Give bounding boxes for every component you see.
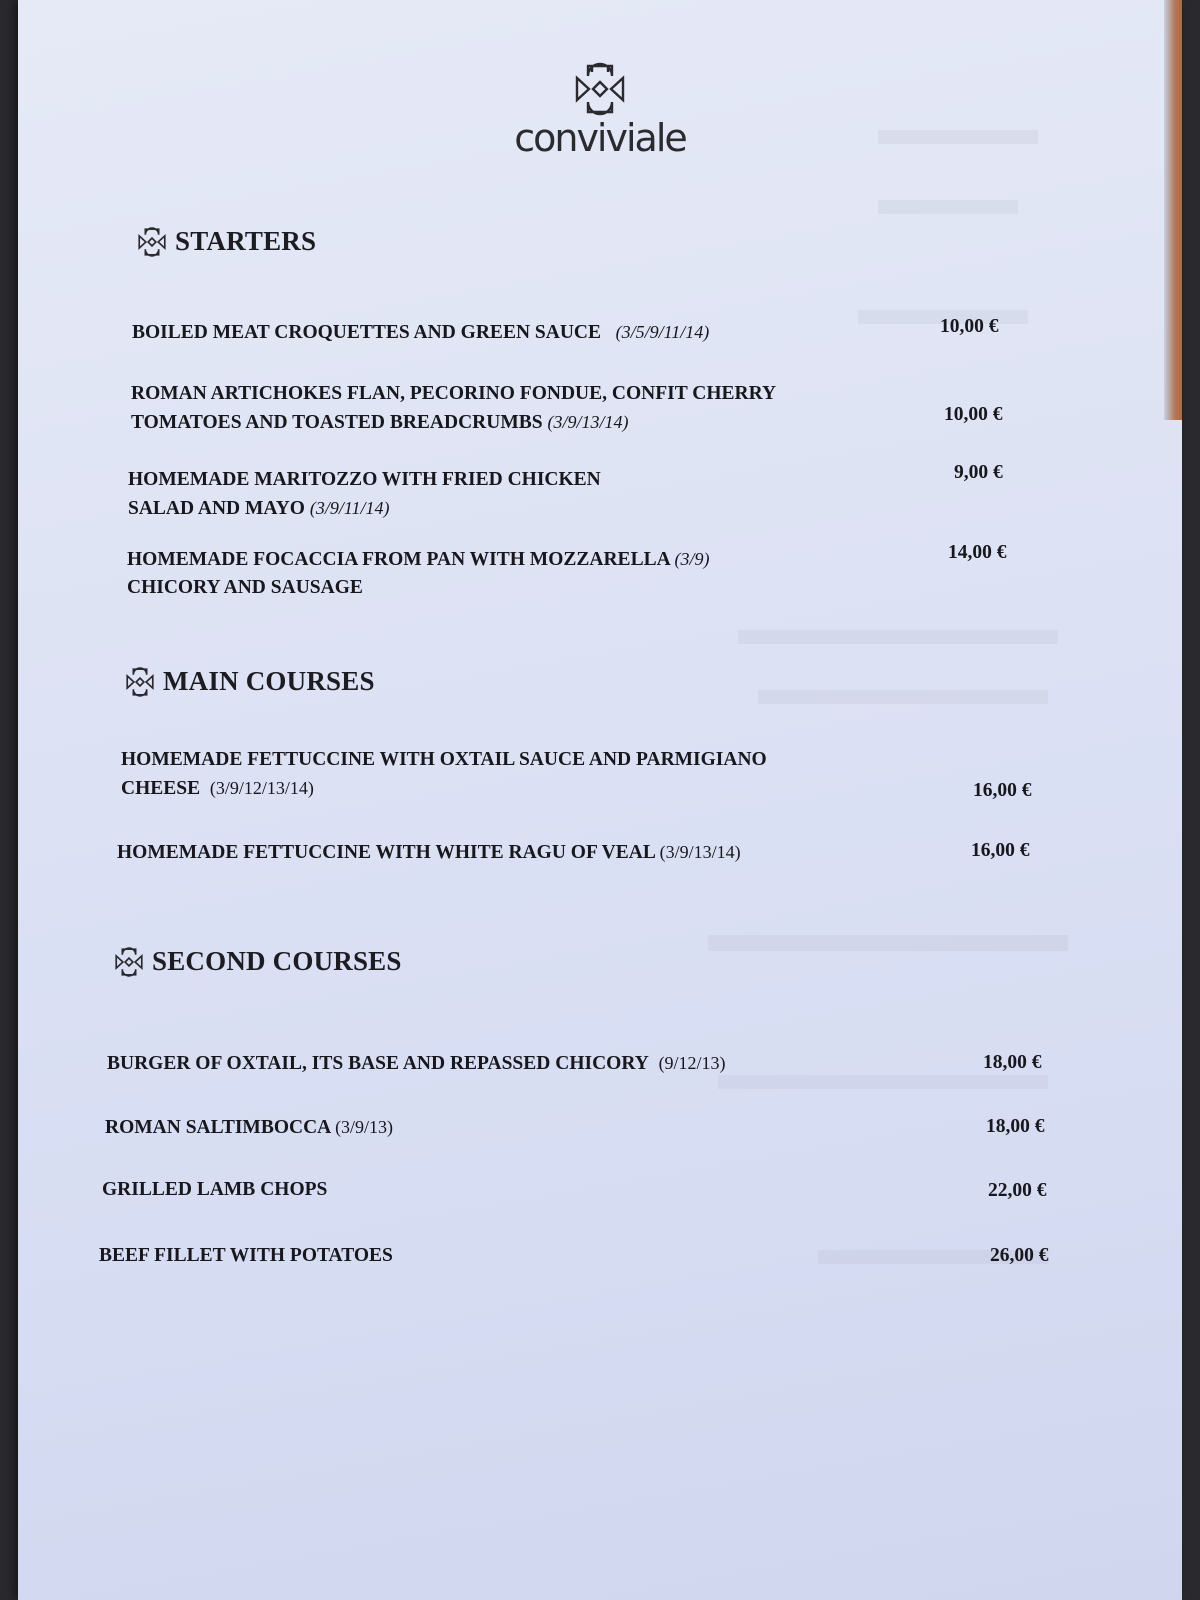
- section-icon: [114, 947, 144, 977]
- item-price: 18,00 €: [983, 1052, 1042, 1073]
- section-icon: [125, 667, 155, 697]
- item-price: 16,00 €: [973, 780, 1032, 801]
- item-name: BOILED MEAT CROQUETTES AND GREEN SAUCE: [132, 322, 601, 343]
- section-heading-main: [125, 666, 375, 697]
- restaurant-logo: [18, 62, 1182, 160]
- section-title: MAIN COURSES: [163, 666, 375, 696]
- section-heading-starters: [137, 226, 316, 257]
- item-name: BURGER OF OXTAIL, ITS BASE AND REPASSED CHICORY: [107, 1053, 649, 1074]
- bleed-through: [708, 935, 1068, 951]
- section-title: SECOND COURSES: [152, 946, 402, 976]
- item-price: 10,00 €: [940, 316, 999, 337]
- menu-item: [127, 545, 709, 602]
- item-price: 10,00 €: [944, 404, 1003, 425]
- item-name: HOMEMADE FETTUCCINE WITH OXTAIL SAUCE AND PARMIGIANO: [121, 749, 767, 770]
- conviviale-logo-icon: [573, 62, 627, 116]
- item-name: GRILLED LAMB CHOPS: [102, 1179, 328, 1200]
- section-icon: [137, 227, 167, 257]
- item-allergens: (3/9/12/13/14): [209, 778, 314, 798]
- item-allergens: (3/9/13/14): [547, 412, 629, 432]
- item-allergens: (3/9/13/14): [659, 842, 741, 862]
- item-price: 26,00 €: [990, 1245, 1049, 1266]
- menu-item: [105, 1113, 393, 1142]
- menu-item: [121, 746, 767, 803]
- menu-item: [128, 466, 601, 523]
- section-title: STARTERS: [175, 226, 317, 256]
- bleed-through: [738, 630, 1058, 644]
- item-name: ROMAN ARTICHOKES FLAN, PECORINO FONDUE, CONFIT CHERRY: [131, 383, 777, 404]
- menu-item: [107, 1049, 726, 1078]
- item-name: HOMEMADE FOCACCIA FROM PAN WITH MOZZARELLA: [127, 549, 670, 570]
- item-price: 9,00 €: [954, 462, 1003, 483]
- item-name-cont: CHEESE: [121, 778, 201, 799]
- bleed-through: [878, 200, 1018, 214]
- item-price: 22,00 €: [988, 1180, 1047, 1201]
- item-price: 14,00 €: [948, 542, 1007, 563]
- item-name-cont: SALAD AND MAYO: [128, 498, 305, 519]
- item-allergens: (3/9/11/14): [309, 498, 390, 518]
- item-name-cont: CHICORY AND SAUSAGE: [127, 577, 363, 598]
- item-price: 18,00 €: [986, 1116, 1045, 1137]
- menu-item: [99, 1242, 393, 1270]
- item-name: HOMEMADE MARITOZZO WITH FRIED CHICKEN: [128, 469, 601, 490]
- restaurant-name: conviviale: [514, 116, 686, 160]
- item-name: HOMEMADE FETTUCCINE WITH WHITE RAGU OF VEAL: [117, 842, 655, 863]
- section-heading-second: [114, 946, 402, 977]
- item-name: ROMAN SALTIMBOCCA: [105, 1117, 331, 1138]
- menu-item: [131, 380, 776, 437]
- item-name-cont: TOMATOES AND TOASTED BREADCRUMBS: [131, 412, 543, 433]
- menu-item: [132, 318, 709, 347]
- bleed-through: [718, 1075, 1048, 1089]
- item-allergens: (3/9): [674, 549, 710, 569]
- menu-item: [102, 1176, 327, 1204]
- item-price: 16,00 €: [971, 840, 1030, 861]
- bleed-through: [758, 690, 1048, 704]
- menu-page: [18, 0, 1182, 1600]
- item-allergens: (9/12/13): [658, 1053, 726, 1073]
- menu-item: [117, 838, 741, 867]
- item-name: BEEF FILLET WITH POTATOES: [99, 1245, 393, 1266]
- item-allergens: (3/9/13): [335, 1117, 394, 1137]
- item-allergens: (3/5/9/11/14): [615, 322, 710, 342]
